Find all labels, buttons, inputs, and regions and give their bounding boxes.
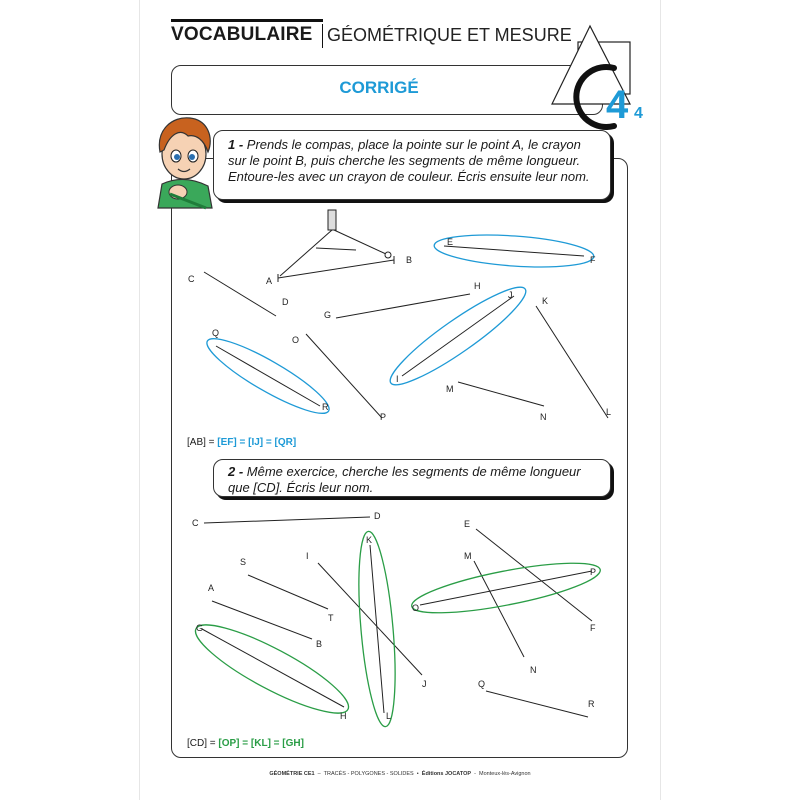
label-D: D xyxy=(374,511,381,521)
exercise2-instruction-box xyxy=(213,459,611,497)
segment-QR xyxy=(216,346,320,406)
label-S: S xyxy=(240,557,247,567)
label-T: T xyxy=(328,613,334,623)
label-P: P xyxy=(380,412,387,422)
segment-EF xyxy=(444,246,584,256)
circled-GH xyxy=(187,611,358,727)
label-Q: Q xyxy=(212,328,220,338)
label-O: O xyxy=(412,603,420,613)
footer-series: GÉOMÉTRIE CE1 xyxy=(269,771,315,777)
label-F: F xyxy=(590,623,596,633)
exercise1-figure xyxy=(180,200,620,430)
label-Q: Q xyxy=(478,679,486,689)
exercise2-instruction: Même exercice, cherche les segments de même longueur que [CD]. Écris leur nom. xyxy=(228,464,581,495)
header-separator xyxy=(322,24,323,48)
label-O: O xyxy=(292,335,300,345)
label-F: F xyxy=(590,255,596,265)
segment-GH xyxy=(202,629,344,707)
exercise1-instruction: Prends le compas, place la pointe sur le point A, le crayon sur le point B, puis cherche les segments de même longueur. Entoure-les avec un crayon de couleur. Écris ensuite leur nom. xyxy=(228,137,590,184)
label-N: N xyxy=(540,412,547,422)
sheet-number-sub: 4 xyxy=(634,105,643,122)
segment-OP xyxy=(306,334,382,418)
sheet-number: 4 xyxy=(606,83,629,127)
label-I: I xyxy=(306,551,309,561)
label-C: C xyxy=(188,274,195,284)
footer-publisher: Éditions JOCATOP xyxy=(421,771,472,777)
exercise1-answer-prefix: [AB] = xyxy=(187,437,218,448)
segment-KL xyxy=(536,306,608,418)
footer-topics: TRACÉS - POLYGONES - SOLIDES xyxy=(323,771,414,777)
header-rule xyxy=(171,19,323,22)
exercise2-answer-value: [OP] = [KL] = [GH] xyxy=(218,738,304,749)
label-L: L xyxy=(606,407,612,417)
footer-city: Monteux-lès-Avignon xyxy=(479,771,531,777)
label-G: G xyxy=(324,310,332,320)
child-illustration xyxy=(152,112,222,212)
label-H: H xyxy=(340,711,347,721)
label-I: I xyxy=(396,374,399,384)
exercise2-figure xyxy=(180,505,620,735)
segment-CD xyxy=(204,517,370,523)
segment-KL xyxy=(370,545,384,713)
compass-icon xyxy=(280,210,391,276)
label-B: B xyxy=(406,255,413,265)
exercise1-answer-value: [EF] = [IJ] = [QR] xyxy=(217,437,297,448)
exercise2-number: 2 - xyxy=(228,464,244,479)
segment-ST xyxy=(248,575,328,609)
label-G: G xyxy=(196,623,204,633)
label-R: R xyxy=(588,699,595,709)
label-K: K xyxy=(542,296,549,306)
exercise2-answer-prefix: [CD] = xyxy=(187,738,219,749)
header-subcategory: GÉOMÉTRIQUE ET MESURE xyxy=(327,25,572,45)
label-N: N xyxy=(530,665,537,675)
label-M: M xyxy=(446,384,454,394)
label-M: M xyxy=(464,551,472,561)
label-E: E xyxy=(464,519,471,529)
label-R: R xyxy=(322,402,329,412)
segment-IJ xyxy=(402,296,514,376)
page-footer: GÉOMÉTRIE CE1 – TRACÉS - POLYGONES - SOLIDES • Éditions JOCATOP - Monteux-lès-Avignon xyxy=(269,771,531,777)
segment-MN xyxy=(458,382,544,406)
label-E: E xyxy=(447,237,454,247)
label-L: L xyxy=(386,711,392,721)
segment-QR xyxy=(486,691,588,717)
segment-AB xyxy=(212,601,312,639)
sheet-logo xyxy=(540,20,660,130)
label-D: D xyxy=(282,297,289,307)
label-K: K xyxy=(366,535,373,545)
label-C: C xyxy=(192,518,199,528)
exercise1-number: 1 - xyxy=(228,137,244,152)
exercise1-instruction-box xyxy=(213,130,611,200)
segment-IJ xyxy=(318,563,422,675)
header-category: VOCABULAIRE xyxy=(171,24,313,45)
label-P: P xyxy=(590,567,597,577)
label-J: J xyxy=(508,290,513,300)
segment-GH xyxy=(336,294,470,318)
exercise1-answer xyxy=(187,437,296,448)
page-title: CORRIGÉ xyxy=(339,78,419,97)
label-H: H xyxy=(474,281,481,291)
label-B: B xyxy=(316,639,323,649)
exercise2-answer xyxy=(187,738,304,749)
label-A: A xyxy=(266,276,273,286)
label-A: A xyxy=(208,583,215,593)
label-J: J xyxy=(422,679,427,689)
